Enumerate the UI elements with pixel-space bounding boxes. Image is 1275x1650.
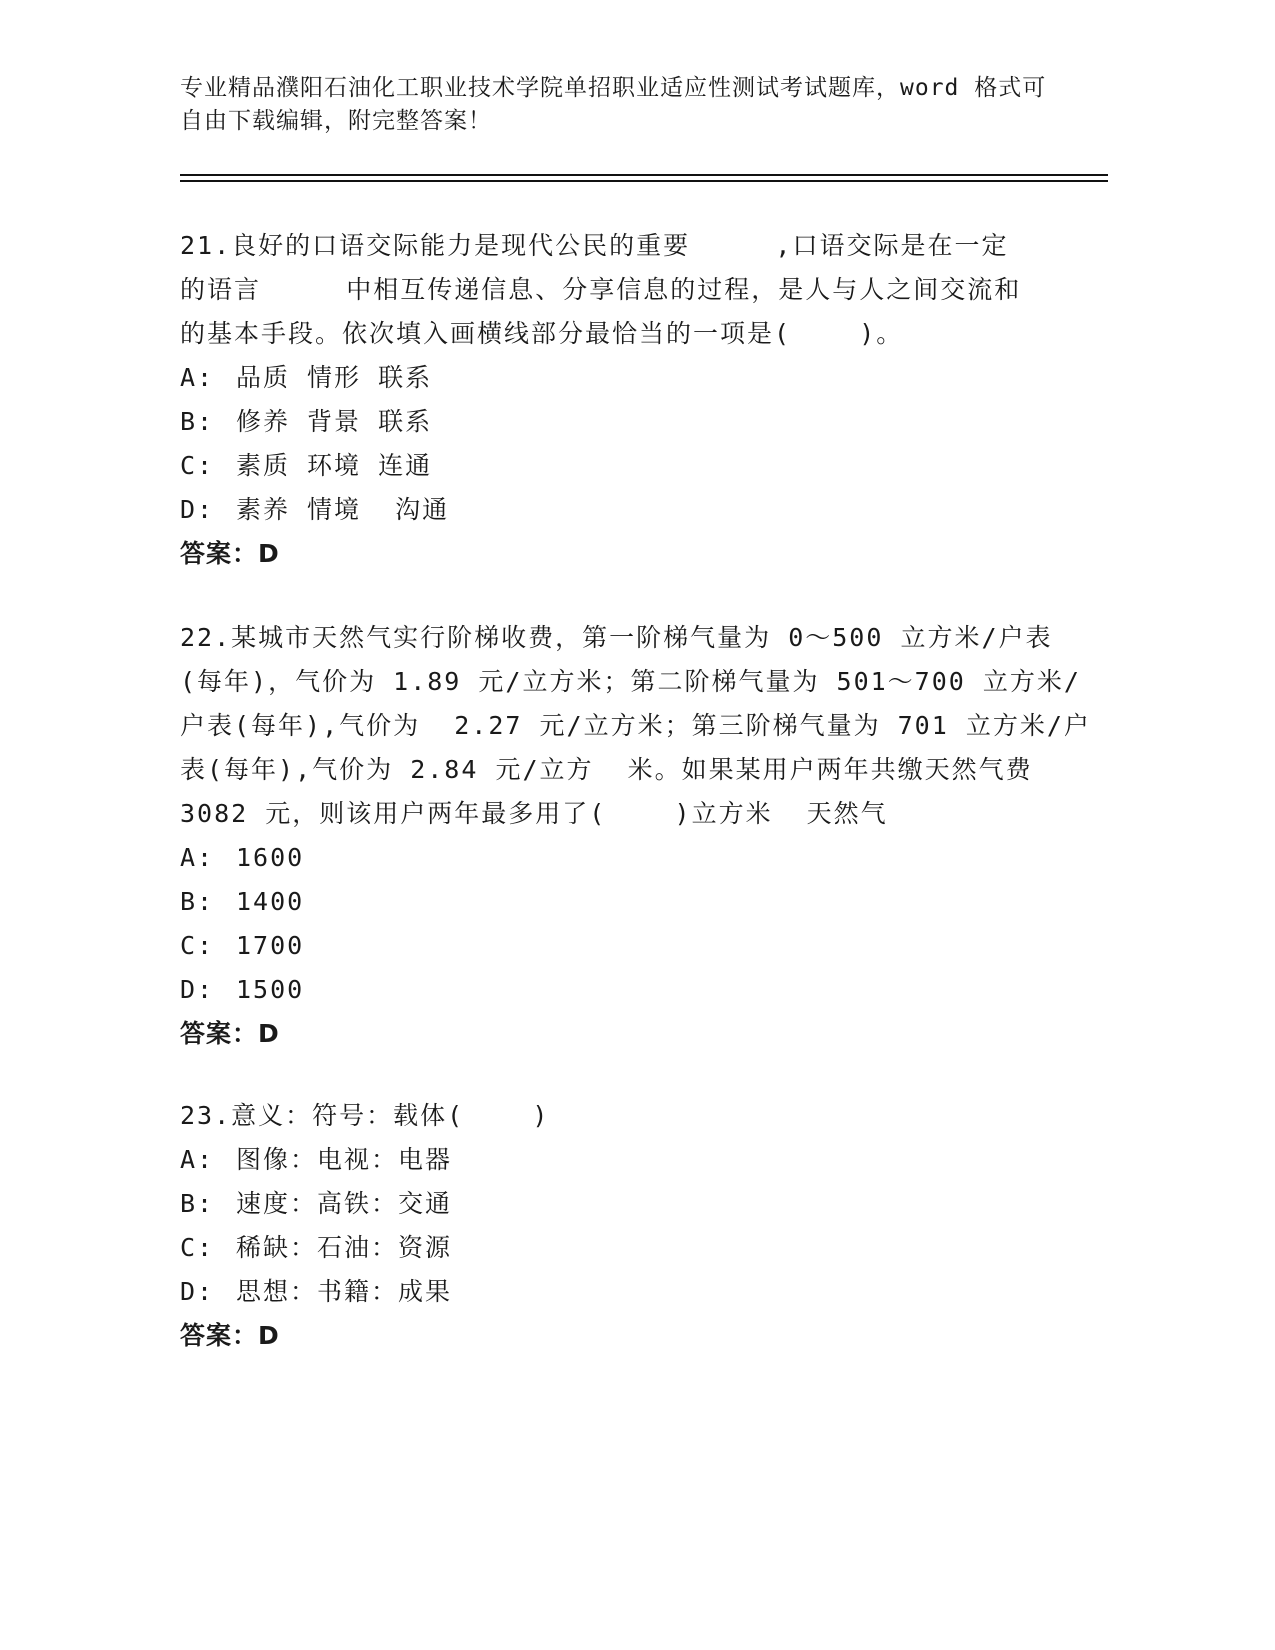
answer-line: 答案：D [180, 1019, 280, 1048]
option-key: B: [180, 887, 215, 916]
header-divider-top [180, 174, 1108, 176]
answer-line: 答案：D [180, 539, 280, 568]
option-c [180, 1226, 1050, 1270]
option-text: 素养 情境 沟通 [236, 495, 450, 524]
option-text: 图像：电视：电器 [236, 1145, 453, 1174]
header-divider-bottom [180, 180, 1108, 182]
option-key: C: [180, 451, 215, 480]
question-text-line: 的语言 中相互传递信息、分享信息的过程，是人与人之间交流和 [180, 275, 1022, 304]
option-d [180, 488, 1050, 532]
question-21 [180, 224, 1050, 576]
option-text: 1700 [236, 931, 305, 960]
header-line-2: 自由下载编辑，附完整答案！ [180, 108, 492, 134]
option-d [180, 968, 1050, 1012]
question-text-line: 22.某城市天然气实行阶梯收费，第一阶梯气量为 0～500 立方米/户表 [180, 623, 1053, 652]
question-23 [180, 1094, 1050, 1358]
option-key: B: [180, 407, 215, 436]
option-key: C: [180, 931, 215, 960]
question-text-line: 表(每年),气价为 2.84 元/立方 米。如果某用户两年共缴天然气费 [180, 755, 1033, 784]
option-a [180, 356, 1050, 400]
option-text: 1400 [236, 887, 305, 916]
option-key: D: [180, 975, 215, 1004]
question-text-line: 户表(每年),气价为 2.27 元/立方米；第三阶梯气量为 701 立方米/户 [180, 711, 1091, 740]
option-a [180, 1138, 1050, 1182]
option-c [180, 924, 1050, 968]
answer-line: 答案：D [180, 1321, 280, 1350]
option-key: A: [180, 1145, 215, 1174]
option-b [180, 1182, 1050, 1226]
option-text: 思想：书籍：成果 [236, 1277, 453, 1306]
option-text: 稀缺：石油：资源 [236, 1233, 453, 1262]
option-key: C: [180, 1233, 215, 1262]
question-text-line: 21.良好的口语交际能力是现代公民的重要 ,口语交际是在一定 [180, 231, 1009, 260]
option-key: D: [180, 1277, 215, 1306]
question-22 [180, 616, 1091, 1056]
option-d [180, 1270, 1050, 1314]
option-key: B: [180, 1189, 215, 1218]
option-text: 1600 [236, 843, 305, 872]
question-text-line: 的基本手段。依次填入画横线部分最恰当的一项是( )。 [180, 319, 904, 348]
option-text: 修养 背景 联系 [236, 407, 433, 436]
option-text: 1500 [236, 975, 305, 1004]
document-header [180, 72, 1047, 138]
option-text: 素质 环境 连通 [236, 451, 433, 480]
option-c [180, 444, 1050, 488]
question-text-line: 3082 元，则该用户两年最多用了( )立方米 天然气 [180, 799, 888, 828]
option-a [180, 836, 1050, 880]
option-text: 速度：高铁：交通 [236, 1189, 453, 1218]
option-key: A: [180, 843, 215, 872]
option-key: A: [180, 363, 215, 392]
header-line-1: 专业精品濮阳石油化工职业技术学院单招职业适应性测试考试题库，word 格式可 [180, 75, 1047, 101]
option-key: D: [180, 495, 215, 524]
question-text-line: (每年)，气价为 1.89 元/立方米；第二阶梯气量为 501～700 立方米/ [180, 667, 1081, 696]
option-b [180, 400, 1050, 444]
option-text: 品质 情形 联系 [236, 363, 433, 392]
question-text-line: 23.意义：符号：载体( ) [180, 1101, 550, 1130]
option-b [180, 880, 1050, 924]
